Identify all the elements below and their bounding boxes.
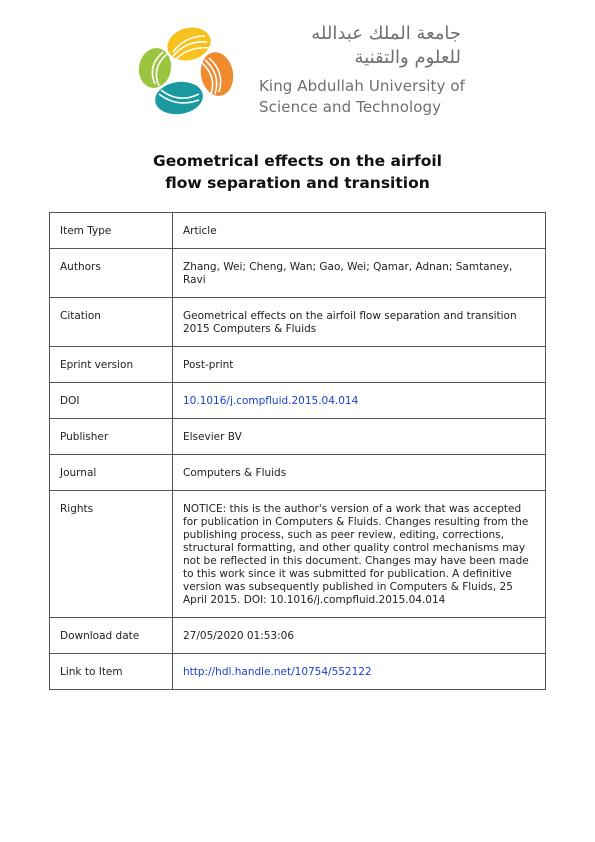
row-label: Publisher xyxy=(50,419,173,455)
row-value-cell xyxy=(173,654,546,690)
row-value: Zhang, Wei; Cheng, Wan; Gao, Wei; Qamar, Adnan; Samtaney, Ravi xyxy=(173,249,546,298)
row-value-cell xyxy=(173,383,546,419)
logo-petal-orange xyxy=(197,50,236,99)
row-value: 27/05/2020 01:53:06 xyxy=(173,618,546,654)
document-title-line-1: Geometrical effects on the airfoil xyxy=(153,152,442,170)
table-row-link-to-item xyxy=(50,654,546,690)
document-title xyxy=(0,150,595,194)
institution-name-english xyxy=(259,76,465,118)
metadata-table xyxy=(49,212,546,690)
item-link[interactable]: http://hdl.handle.net/10754/552122 xyxy=(183,666,372,678)
table-row-authors xyxy=(50,249,546,298)
table-row-rights xyxy=(50,491,546,618)
table-row-publisher xyxy=(50,419,546,455)
table-row-item-type xyxy=(50,213,546,249)
row-label: Rights xyxy=(50,491,173,618)
row-label: Download date xyxy=(50,618,173,654)
row-label: Link to Item xyxy=(50,654,173,690)
row-value: Article xyxy=(173,213,546,249)
row-value: Geometrical effects on the airfoil flow separation and transition 2015 Computers & Fluids xyxy=(173,298,546,347)
row-label: Authors xyxy=(50,249,173,298)
logo-petal-green xyxy=(136,46,174,91)
institution-arabic-line-2: للعلوم والتقنية xyxy=(354,47,461,68)
table-row-journal xyxy=(50,455,546,491)
row-label: Item Type xyxy=(50,213,173,249)
row-value: NOTICE: this is the author's version of a work that was accepted for publication in Computers & Fluids. Changes resulting from the publishing process, such as peer review, editing, corrections, structural formatting, and other quality control mechanisms may not be reflected in this document. Changes may have been made to this work since it was submitted for publication. A definitive version was subsequently published in Computers & Fluids, 25 April 2015. DOI: 10.1016/j.compfluid.2015.04.014 xyxy=(173,491,546,618)
table-row-download-date xyxy=(50,618,546,654)
institution-arabic-line-1: جامعة الملك عبدالله xyxy=(311,23,461,44)
row-label: Eprint version xyxy=(50,347,173,383)
kaust-logo xyxy=(133,22,241,118)
row-value: Elsevier BV xyxy=(173,419,546,455)
institution-english-line-2: Science and Technology xyxy=(259,98,442,116)
row-label: Citation xyxy=(50,298,173,347)
table-row-citation xyxy=(50,298,546,347)
row-value: Post-print xyxy=(173,347,546,383)
table-row-doi xyxy=(50,383,546,419)
row-value: Computers & Fluids xyxy=(173,455,546,491)
row-label: Journal xyxy=(50,455,173,491)
institution-name-arabic xyxy=(256,22,461,70)
doi-link[interactable]: 10.1016/j.compfluid.2015.04.014 xyxy=(183,395,359,407)
row-label: DOI xyxy=(50,383,173,419)
table-row-eprint-version xyxy=(50,347,546,383)
institution-english-line-1: King Abdullah University of xyxy=(259,77,466,95)
header xyxy=(0,0,595,130)
document-title-line-2: flow separation and transition xyxy=(165,174,430,192)
